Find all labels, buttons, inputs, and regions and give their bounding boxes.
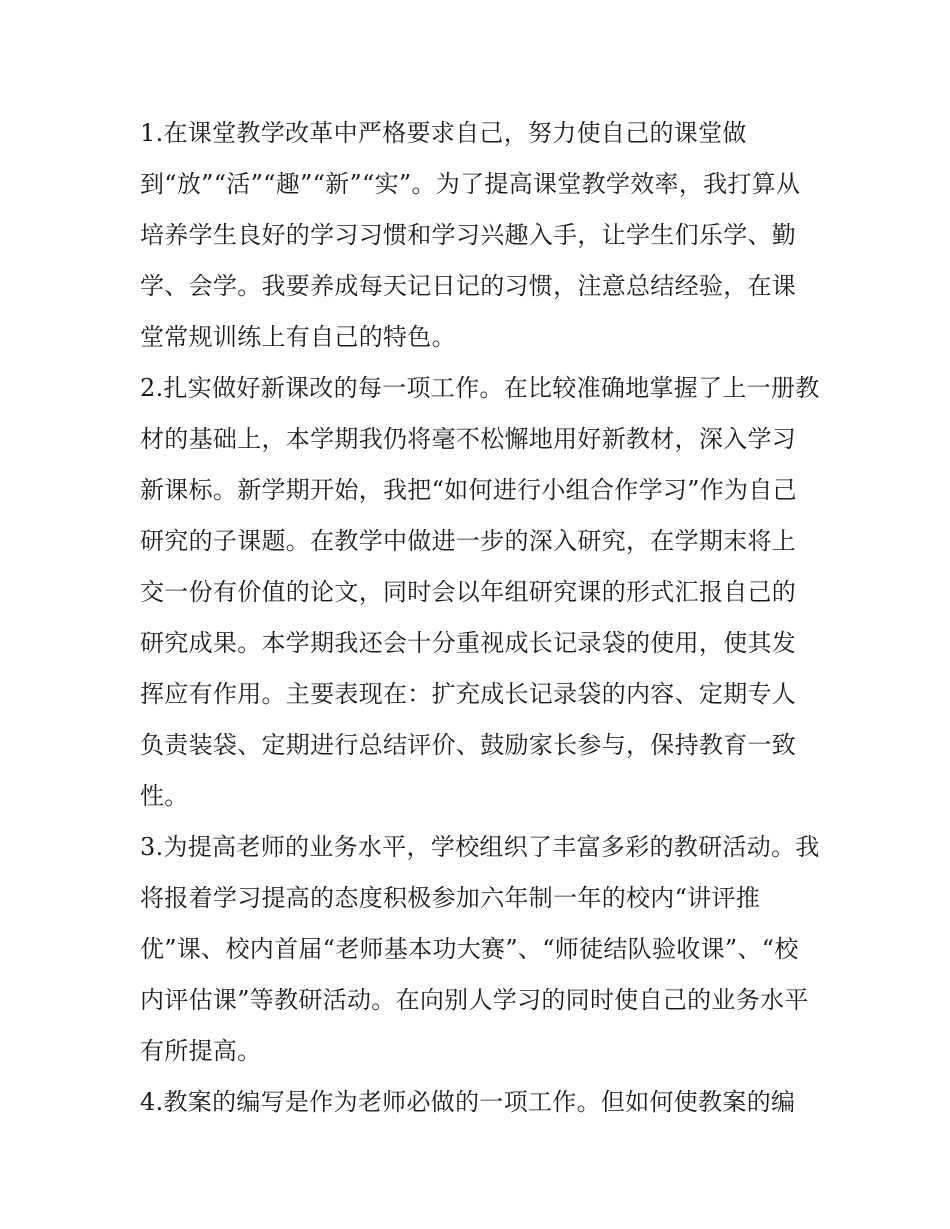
paragraph-2: 2.扎实做好新课改的每一项工作。在比较准确地掌握了上一册教材的基础上，本学期我仍将毫不松懈地用好新教材，深入学习新课标。新学期开始，我把“如何进行小组合作学习”作为自己研究的子课题。在教学中做进一步的深入研究，在学期末将上交一份有价值的论文，同时会以年组研究课的形式汇报自己的研究成果。本学期我还会十分重视成长记录袋的使用，使其发挥应有作用。主要表现在：扩充成长记录袋的内容、定期专人负责装袋、定期进行总结评价、鼓励家长参与，保持教育一致性。 [140,374,820,810]
paragraph-4: 4.教案的编写是作为老师必做的一项工作。但如何使教案的编 [140,1088,796,1116]
document-body [140,108,820,1128]
paragraph-1: 1.在课堂教学改革中严格要求自己，努力使自己的课堂做到“放”“活”“趣”“新”“实”。为了提高课堂教学效率，我打算从培养学生良好的学习习惯和学习兴趣入手，让学生们乐学、勤学、会学。我要养成每天记日记的习惯，注意总结经验，在课堂常规训练上有自己的特色。 [140,119,801,351]
paragraph-3: 3.为提高老师的业务水平，学校组织了丰富多彩的教研活动。我将报着学习提高的态度积极参加六年制一年的校内“讲评推优”课、校内首届“老师基本功大赛”、“师徒结队验收课”、“校内评估课”等教研活动。在向别人学习的同时使自己的业务水平有所提高。 [140,833,820,1065]
